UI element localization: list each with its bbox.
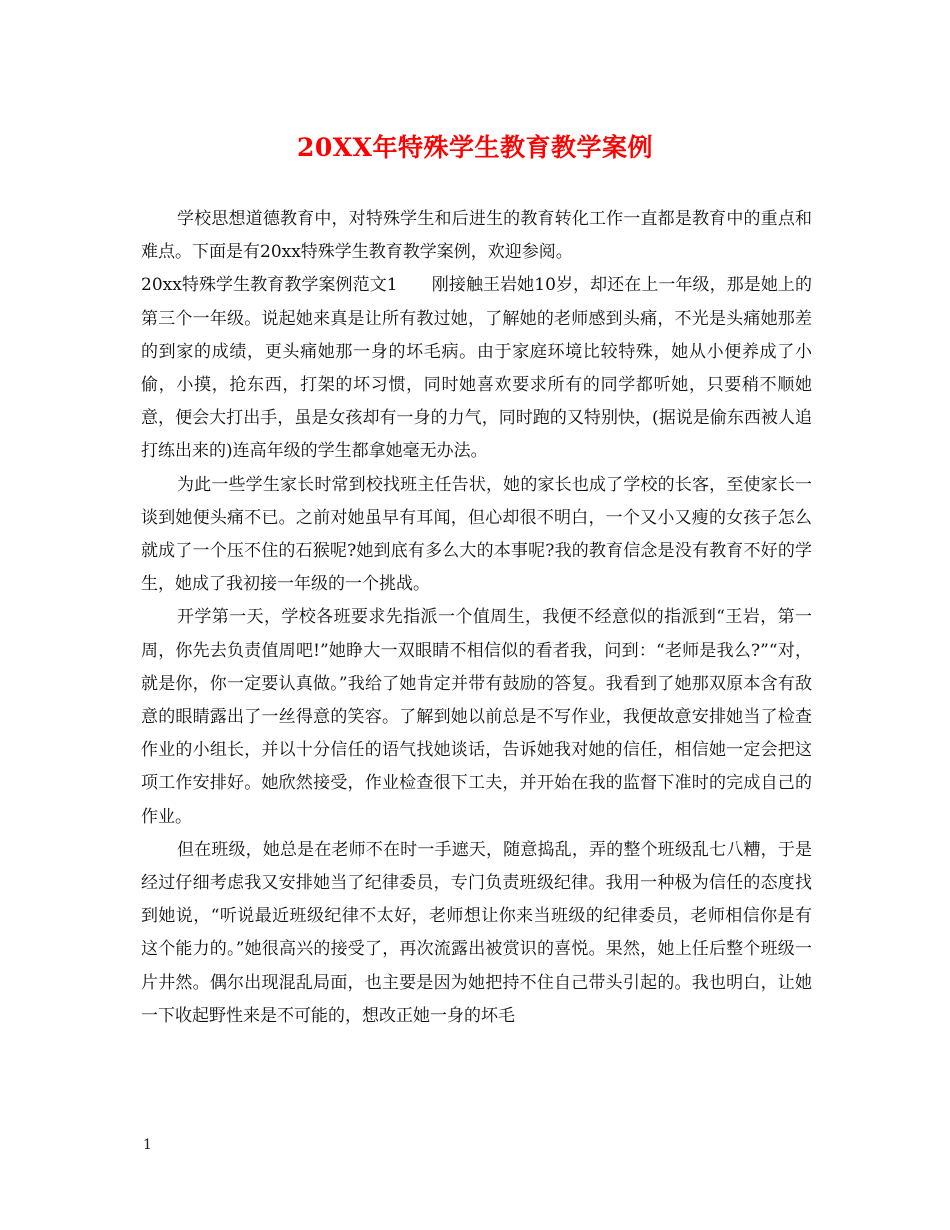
paragraph-case-1: 20xx特殊学生教育教学案例范文1 刚接触王岩她10岁，却还在上一年级，那是她上的第三个一年级。说起她来真是让所有教过她，了解她的老师感到头痛，不光是头痛她那差的到家的成绩，更头痛她那一身的坏毛病。由于家庭环境比较特殊，她从小便养成了小偷，小摸，抢东西，打架的坏习惯，同时她喜欢要求所有的同学都听她，只要稍不顺她意，便会大打出手，虽是女孩却有一身的力气，同时跑的又特别快，(据说是偷东西被人追打练出来的)连高年级的学生都拿她毫无办法。 [141,275,812,462]
paragraph-parents: 为此一些学生家长时常到校找班主任告状，她的家长也成了学校的长客，至使家长一谈到她便头痛不已。之前对她虽早有耳闻，但心却很不明白，一个又小又瘦的女孩子怎么就成了一个压不住的石猴呢?她到底有多么大的本事呢?我的教育信念是没有教育不好的学生，她成了我初接一年级的一个挑战。 [141,474,812,595]
document-title: 20XX年特殊学生教育教学案例 [296,133,654,162]
document-body [141,203,812,1033]
page-number: 1 [143,1137,152,1153]
paragraph-first-day: 开学第一天，学校各班要求先指派一个值周生，我便不经意似的指派到“王岩，第一周，你先去负责值周吧!”她睁大一双眼睛不相信似的看者我，问到：“老师是我么?”“对，就是你，你一定要认真做。”我给了她肯定并带有鼓励的答复。我看到了她那双原本含有敌意的眼睛露出了一丝得意的笑容。了解到她以前总是不写作业，我便故意安排她当了检查作业的小组长，并以十分信任的语气找她谈话，告诉她我对她的信任，相信她一定会把这项工作安排好。她欣然接受，作业检查很下工夫，并开始在我的监督下准时的完成自己的作业。 [141,607,812,827]
paragraph-class-discipline: 但在班级，她总是在老师不在时一手遮天，随意捣乱，弄的整个班级乱七八糟，于是经过仔细考虑我又安排她当了纪律委员，专门负责班级纪律。我用一种极为信任的态度找到她说，“听说最近班级纪律不太好，老师想让你来当班级的纪律委员，老师相信你是有这个能力的。”她很高兴的接受了，再次流露出被赏识的喜悦。果然，她上任后整个班级一片井然。偶尔出现混乱局面，也主要是因为她把持不住自己带头引起的。我也明白，让她一下收起野性来是不可能的，想改正她一身的坏毛 [141,839,812,1026]
paragraph-intro: 学校思想道德教育中，对特殊学生和后进生的教育转化工作一直都是教育中的重点和难点。下面是有20xx特殊学生教育教学案例，欢迎参阅。 [141,209,812,263]
